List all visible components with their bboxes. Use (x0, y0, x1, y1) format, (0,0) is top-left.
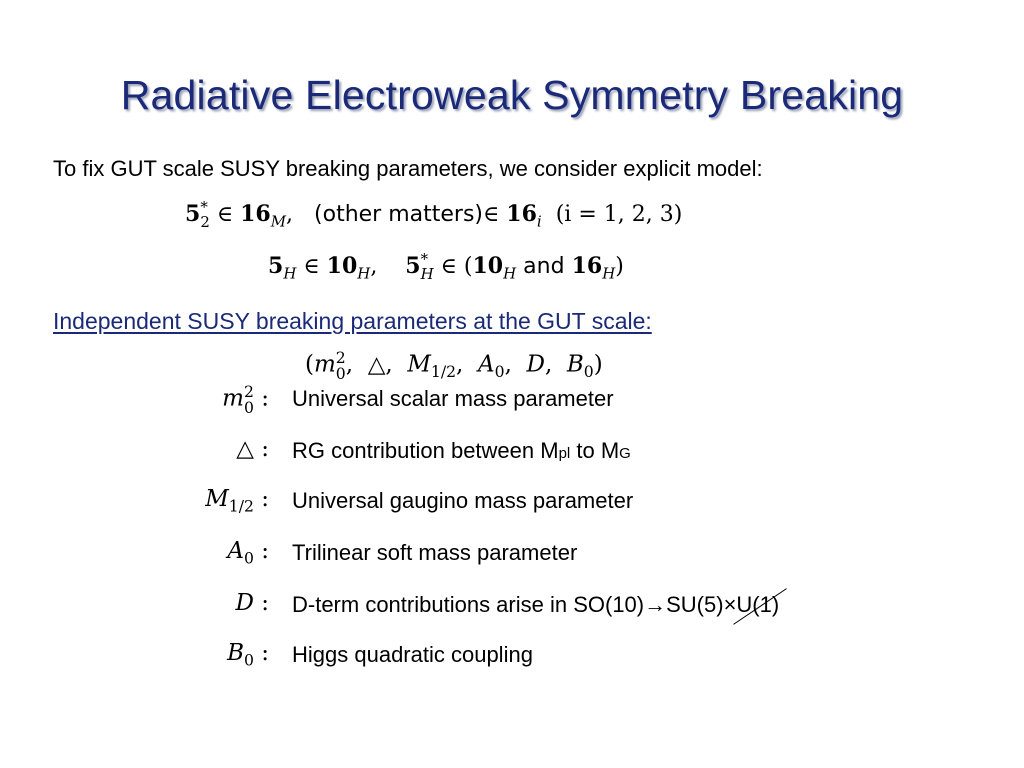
definition-text-part: D-term contributions arise in SO(10)→SU(5)× (292, 592, 737, 617)
paramset-M: M (407, 351, 431, 378)
definition-symbol-sub: 0 (243, 397, 254, 417)
eq2-in-1: ∈ (296, 253, 327, 279)
struck-u1 (736, 592, 779, 618)
eq2-rep-10h-b-sub: H (503, 264, 517, 283)
parameter-set (305, 350, 603, 381)
definition-text: Universal gaugino mass parameter (292, 488, 634, 513)
paramset-comma-5: , (544, 351, 567, 378)
paramset-m-sup: 2 (335, 348, 346, 367)
definition-row (0, 486, 1024, 526)
definition-symbol (235, 590, 269, 616)
definition-text (292, 592, 779, 618)
definition-symbol (227, 640, 269, 670)
paramset-A-sub: 0 (494, 362, 505, 382)
eq2-in-2: ∈ ( (433, 253, 473, 279)
definition-symbol-main: m (222, 385, 244, 412)
definition-text: Trilinear soft mass parameter (292, 540, 578, 565)
eq2-rep-16h-sub: H (602, 264, 616, 283)
definition-text-part: RG contribution between M (292, 438, 559, 463)
eq1-rep-16m: 16 (240, 200, 271, 227)
definition-symbol-scripts (244, 384, 254, 415)
paramset-M-sub: 1/2 (430, 362, 457, 382)
equation-matter-assignment (185, 200, 682, 230)
paramset-close: ) (593, 351, 603, 378)
eq2-sep: , (370, 253, 406, 279)
paramset-open: ( (305, 351, 314, 378)
eq1-rep-5-scripts (200, 200, 210, 230)
definition-symbol (205, 486, 269, 516)
paramset-m: m (313, 351, 336, 378)
slide-title: Radiative Electroweak Symmetry Breaking (120, 72, 904, 118)
struck-u1-text: U(1) (736, 592, 780, 617)
eq2-rep-10h-b: 10 (472, 252, 504, 279)
paramset-D: D (526, 351, 545, 378)
definition-text: Higgs quadratic coupling (292, 642, 533, 667)
definition-row (0, 384, 1024, 424)
definition-symbol-sup: 2 (243, 382, 254, 401)
definition-symbol-sub: 1/2 (228, 496, 254, 516)
definition-symbol (236, 436, 269, 462)
definition-symbol-main: △ (236, 436, 254, 462)
eq2-rep-10h: 10 (326, 252, 358, 279)
definition-colon: : (253, 590, 269, 616)
eq1-rep-5: 5 (185, 200, 201, 227)
definition-symbol-sub: 0 (243, 650, 254, 670)
definition-colon: : (253, 436, 269, 462)
paramset-B-sub: 0 (583, 362, 594, 382)
eq1-rep-16m-sub: M (270, 212, 287, 231)
definition-text: Universal scalar mass parameter (292, 386, 614, 411)
eq1-rep-16i: 16 (506, 200, 537, 227)
definition-text-sub: pl (558, 445, 571, 462)
eq1-rep-16i-sub: i (536, 212, 542, 231)
section-subheading: Independent SUSY breaking parameters at the GUT scale: (53, 308, 652, 334)
definition-row (0, 640, 1024, 680)
definition-symbol-main: D (235, 590, 254, 616)
definition-text (292, 438, 631, 464)
definition-colon: : (253, 538, 269, 564)
definition-row (0, 436, 1024, 476)
eq2-rep-5h-star-sup: * (420, 250, 429, 268)
eq1-rep-5-sub: 2 (200, 212, 210, 231)
eq2-rep-5h-star: 5 (405, 252, 421, 279)
paramset-m-scripts (336, 350, 346, 381)
definition-row (0, 590, 1024, 630)
eq1-rep-5-sup: * (200, 198, 208, 216)
eq2-rep-5h-star-sub: H (420, 264, 434, 283)
definition-symbol-main: B (227, 640, 244, 666)
eq2-close: ) (615, 253, 624, 279)
paramset-comma-4: , (504, 351, 527, 378)
paramset-comma-2: , (385, 351, 408, 378)
eq2-rep-5h: 5 (268, 252, 284, 279)
definition-colon: : (253, 385, 269, 412)
eq2-rep-16h: 16 (571, 252, 603, 279)
definition-symbol (227, 538, 269, 568)
paramset-comma-3: , (456, 351, 478, 378)
definition-colon: : (253, 486, 269, 512)
definition-colon: : (253, 640, 269, 666)
definition-text-sub: G (619, 445, 631, 462)
paramset-B: B (566, 351, 584, 378)
eq1-in-2: ∈ (483, 201, 507, 227)
equation-higgs-assignment (268, 252, 624, 282)
intro-text: To fix GUT scale SUSY breaking parameters, we consider explicit model: (53, 156, 763, 181)
paramset-A: A (477, 351, 495, 378)
eq2-rep-5h-star-scripts (421, 252, 434, 282)
definition-text-part: to M (570, 438, 620, 463)
definition-symbol (222, 384, 269, 415)
eq2-rep-5h-sub: H (283, 264, 297, 283)
eq1-sep: , (286, 201, 315, 227)
eq2-and: and (516, 253, 572, 279)
definition-symbol-main: M (205, 486, 229, 512)
eq2-rep-10h-sub: H (357, 264, 371, 283)
definition-symbol-sub: 0 (243, 548, 254, 568)
definition-row (0, 538, 1024, 578)
paramset-m-sub: 0 (335, 363, 346, 383)
paramset-comma-1: , (345, 351, 368, 378)
paramset-delta: △ (367, 351, 386, 378)
eq1-condition: (i = 1, 2, 3) (541, 201, 683, 227)
eq1-other-matters: (other matters) (314, 201, 484, 227)
eq1-in-1: ∈ (209, 201, 241, 227)
definition-symbol-main: A (227, 538, 244, 564)
